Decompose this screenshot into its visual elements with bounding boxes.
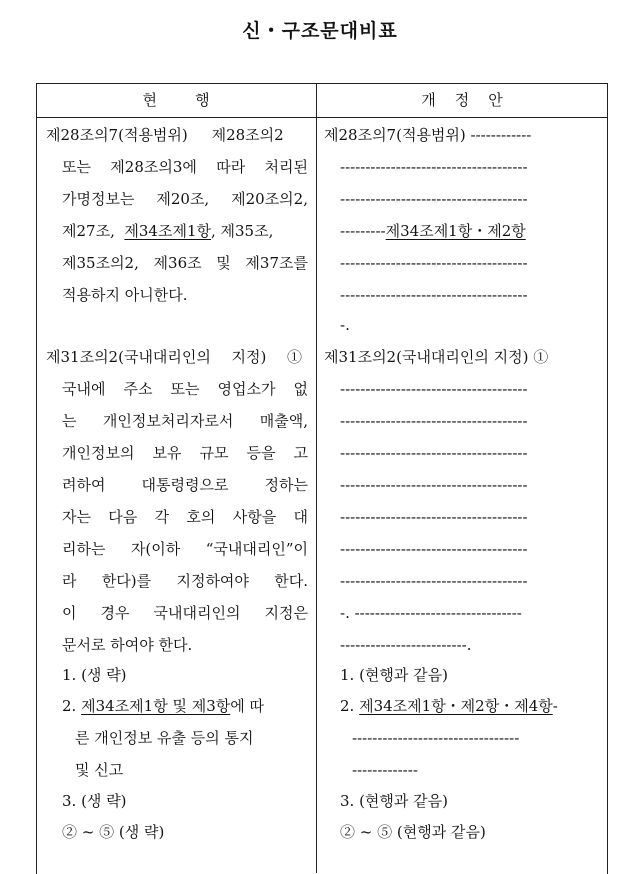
right-article-1-line-4: ---------제34조제1항・제2항 [340, 222, 526, 240]
header-divider [36, 117, 607, 118]
right-item-2-line-1: 2. 제34조제1항・제2항・제4항- [340, 697, 558, 715]
left-article-1-line-1: 제28조의7(적용범위) 제28조의2 [46, 126, 284, 144]
right-article-1-line-1: 제28조의7(적용범위) ------------ [324, 126, 532, 144]
right-article-1-line-7: -. [340, 316, 350, 334]
right-article-1-line-5: ------------------------------------- [340, 254, 528, 272]
left-item-2-line-1: 2. 제34조제1항 및 제3항에 따 [62, 697, 264, 715]
right-article-1-line-6: ------------------------------------- [340, 286, 528, 304]
left-article-2-line-2: 국내에 주소 또는 영업소가 없 [62, 380, 308, 398]
left-article-1-line-2: 또는 제28조의3에 따라 처리된 [62, 158, 308, 176]
right-article-2-line-6: ------------------------------------- [340, 508, 528, 526]
amended-text: 제34조제1항 [124, 222, 211, 240]
left-article-2-line-5: 려하여 대통령령으로 정하는 [62, 476, 308, 494]
right-article-2-line-2: ------------------------------------- [340, 380, 528, 398]
right-item-1: 1. (현행과 같음) [340, 666, 449, 684]
left-article-2-line-4: 개인정보의 보유 규모 등을 고 [62, 444, 308, 462]
left-paragraphs-2-5: ② ~ ⑤ (생 략) [62, 823, 165, 841]
left-article-2-line-7: 리하는 자(이하 “국내대리인”이 [62, 540, 308, 558]
right-article-2-line-5: ------------------------------------- [340, 476, 528, 494]
left-item-3: 3. (생 략) [62, 792, 127, 810]
right-paragraphs-2-5: ② ~ ⑤ (현행과 같음) [340, 823, 486, 841]
left-item-2-line-2: 른 개인정보 유출 등의 통지 [75, 729, 254, 747]
left-article-2-line-8: 라 한다)를 지정하여야 한다. [62, 572, 308, 590]
left-article-2-line-9: 이 경우 국내대리인의 지정은 [62, 604, 308, 622]
column-divider [316, 83, 317, 873]
page-title: 신・구조문대비표 [242, 20, 398, 42]
left-item-1: 1. (생 략) [62, 666, 127, 684]
article-heading: 제28조의7(적용범위) [46, 126, 188, 144]
right-article-1-line-3: ------------------------------------- [340, 190, 528, 208]
right-article-2-line-1: 제31조의2(국내대리인의 지정) ① [324, 348, 549, 366]
amended-text: 제34조제1항 및 제3항 [81, 697, 231, 715]
left-article-2-line-6: 자는 다음 각 호의 사항을 대 [62, 508, 308, 526]
right-article-2-line-3: ------------------------------------- [340, 412, 528, 430]
right-article-2-line-4: ------------------------------------- [340, 444, 528, 462]
amended-text: 제34조제1항・제2항・제4항 [359, 697, 553, 715]
right-item-2-line-3: ------------- [352, 761, 418, 779]
right-article-2-line-9: -. --------------------------------- [340, 604, 522, 622]
left-article-2-line-10: 문서로 하여야 한다. [62, 636, 193, 654]
right-article-2-line-10: -------------------------. [340, 636, 472, 654]
left-article-1-line-3: 가명정보는 제20조, 제20조의2, [62, 190, 308, 208]
right-item-3: 3. (현행과 같음) [340, 792, 449, 810]
right-item-2-line-2: --------------------------------- [352, 729, 520, 747]
left-article-1-line-6: 적용하지 아니한다. [62, 286, 188, 304]
header-revised: 개 정 안 [421, 91, 503, 109]
right-article-2-line-7: ------------------------------------- [340, 540, 528, 558]
left-article-1-line-4: 제27조, 제34조제1항, 제35조, [62, 222, 274, 240]
left-article-2-line-3: 는 개인정보처리자로서 매출액, [62, 412, 308, 430]
right-article-1-line-2: ------------------------------------- [340, 158, 528, 176]
right-article-2-line-8: ------------------------------------- [340, 572, 528, 590]
left-article-1-line-5: 제35조의2, 제36조 및 제37조를 [62, 254, 308, 272]
header-current: 현 행 [142, 91, 210, 109]
left-article-2-line-1: 제31조의2(국내대리인의 지정) ① [46, 348, 302, 366]
left-item-2-line-3: 및 신고 [75, 761, 124, 779]
amended-text: 제34조제1항・제2항 [385, 222, 526, 240]
